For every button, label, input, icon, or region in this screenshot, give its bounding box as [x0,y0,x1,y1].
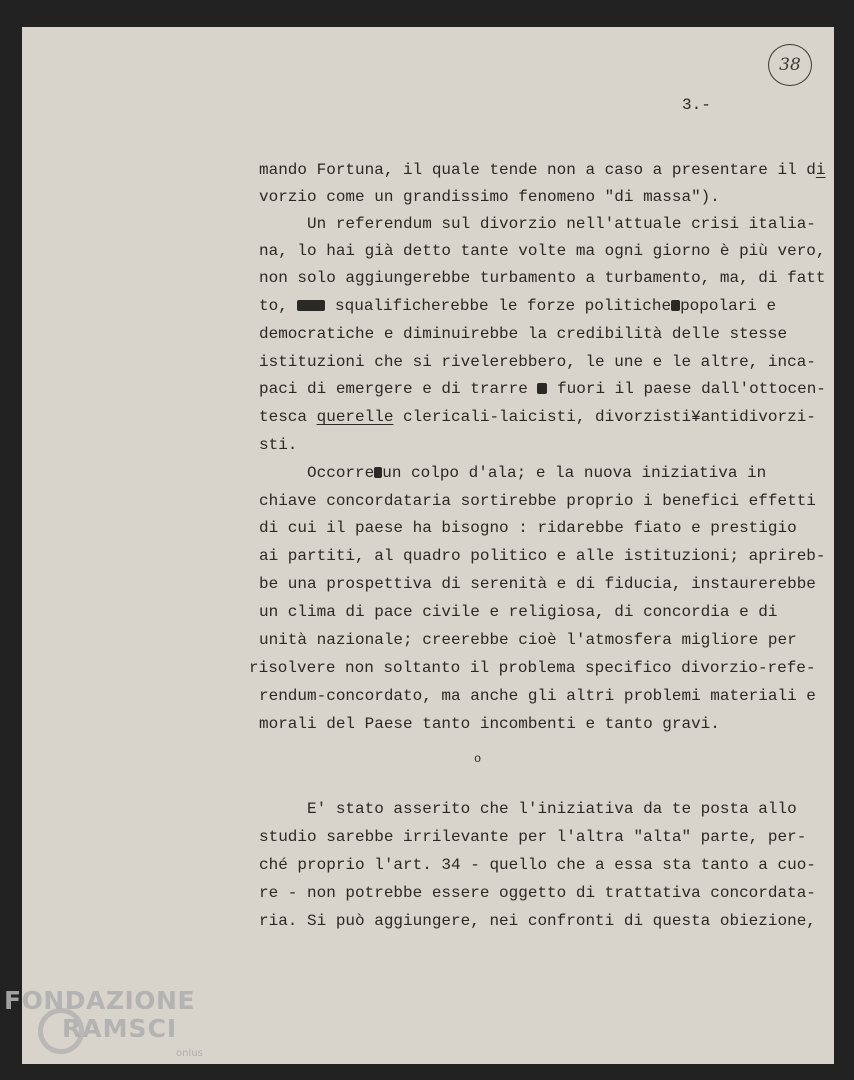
archive-page-stamp: 38 [768,44,812,86]
text-line: mando Fortuna, il quale tende non a caso a presentare il di [259,161,826,179]
text-line: ria. Si può aggiungere, nei confronti di questa obiezione, [259,912,816,930]
text-line: be una prospettiva di serenità e di fiducia, instaurerebbe [259,575,816,593]
strikeout-blot [537,383,547,394]
text-line: istituzioni che si rivelerebbero, le une e le altre, inca- [259,353,816,371]
strikeout-blot [297,300,325,311]
text-line: paci di emergere e di trarre fuori il paese dall'ottocen- [259,380,826,398]
section-separator: o [474,752,482,766]
text-line: studio sarebbe irrilevante per l'altra "alta" parte, per- [259,828,807,846]
text-line: risolvere non soltanto il problema specifico divorzio-refe- [249,659,816,677]
fondazione-gramsci-watermark: FONDAZIONE RAMSCI onlus [4,986,203,1059]
text-line: ché proprio l'art. 34 - quello che a essa sta tanto a cuo- [259,856,816,874]
text-line: to, squalificherebbe le forze politiche popolari e [259,297,777,315]
text-line: vorzio come un grandissimo fenomeno "di massa"). [259,188,720,206]
text-line: ai partiti, al quadro politico e alle istituzioni; aprireb- [259,547,826,565]
text-line: di cui il paese ha bisogno : ridarebbe fiato e prestigio [259,519,797,537]
text-line: E' stato asserito che l'iniziativa da te posta allo [259,800,797,818]
text-line: Un referendum sul divorzio nell'attuale crisi italia- [259,215,816,233]
text-line: chiave concordataria sortirebbe proprio i benefici effetti [259,492,816,510]
strikeout-mark: ¥ [691,408,701,426]
text-line: sti. [259,436,298,454]
text-line: democratiche e diminuirebbe la credibilità delle stesse [259,325,788,343]
text-line: na, lo hai già detto tante volte ma ogni giorno è più vero, [259,242,826,260]
text-line: rendum-concordato, ma anche gli altri problemi materiali e [259,687,816,705]
text-line: re - non potrebbe essere oggetto di trattativa concordata- [259,884,816,902]
text-line: un clima di pace civile e religiosa, di concordia e di [259,603,778,621]
page-number: 3.- [682,96,711,114]
text-line: morali del Paese tanto incombenti e tanto gravi. [259,715,720,733]
text-line: Occorre un colpo d'ala; e la nuova iniziativa in [259,464,767,482]
text-line: unità nazionale; creerebbe cioè l'atmosfera migliore per [259,631,797,649]
text-line: tesca querelle clericali-laicisti, divorzisti¥antidivorzi- [259,408,816,426]
strikeout-blot [671,300,680,311]
text-line: non solo aggiungerebbe turbamento a turbamento, ma, di fatt [259,269,826,287]
